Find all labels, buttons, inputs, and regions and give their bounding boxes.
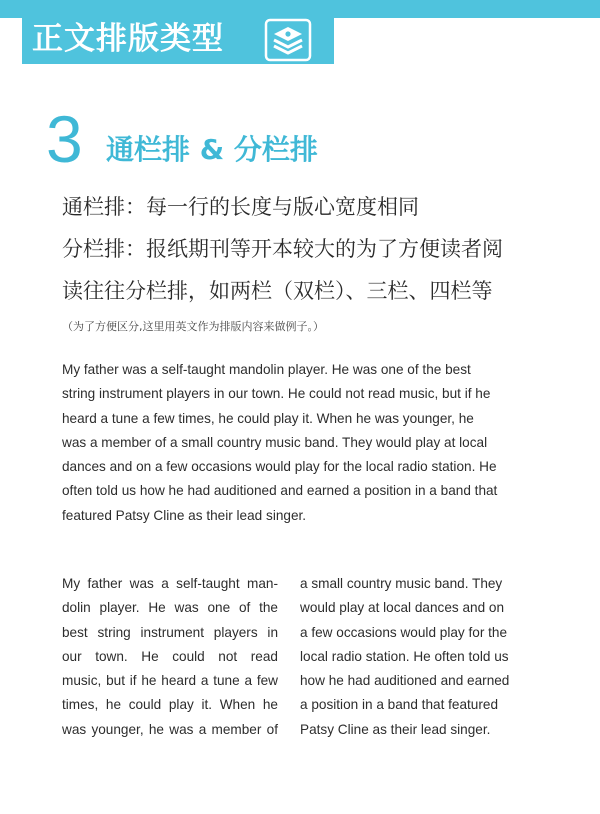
text-line: often told us how he had auditioned and earned a position in a band that (62, 483, 498, 499)
stacked-layers-icon (264, 18, 312, 62)
text-line: Patsy Cline as their lead singer. (300, 721, 491, 737)
section-title: 通栏排 & 分栏排 (106, 133, 318, 166)
text-line: featured Patsy Cline as their lead singer. (62, 507, 307, 523)
text-line: dances and on a few occasions would play for the local radio station. He (62, 459, 497, 475)
text-line: a small country music band. They (300, 576, 503, 591)
text-line: My father was a self-taught man- (62, 576, 278, 591)
text-line: music, but if he heard a tune a few (62, 673, 278, 689)
page-title: 正文排版类型 (32, 21, 224, 57)
text-line: a few occasions would play for the (300, 624, 508, 640)
text-line: times, he could play it. When he (62, 697, 278, 713)
text-line: how he had auditioned and earned (300, 673, 510, 689)
text-line: was younger, he was a member of (62, 721, 278, 737)
definition-full-width: 通栏排：每一行的长度与版心宽度相同 (62, 195, 419, 219)
text-line: string instrument players in our town. He could not read music, but if he (62, 386, 491, 402)
text-line: heard a tune a few times, he could play it. When he was younger, he (62, 410, 474, 426)
text-line: local radio station. He often told us (300, 648, 509, 664)
definition-multi-column: 分栏排：报纸期刊等开本较大的为了方便读者阅 (62, 237, 503, 261)
text-line: our town. He could not read (62, 648, 278, 664)
text-line: a position in a band that featured (300, 697, 499, 713)
text-line: dolin player. He was one of the (62, 600, 278, 616)
text-line: best string instrument players in (62, 624, 278, 640)
text-line: was a member of a small country music band. They would play at local (62, 434, 488, 450)
definition-multi-column-cont: 读往往分栏排，如两栏（双栏）、三栏、四栏等 (62, 279, 493, 303)
example-note: （为了方便区分,这里用英文作为排版内容来做例子。） (62, 320, 324, 333)
text-line: My father was a self-taught mandolin player. He was one of the best (62, 362, 471, 377)
right-column-paragraph (300, 572, 516, 742)
full-width-paragraph (62, 358, 532, 528)
text-line: would play at local dances and on (300, 600, 505, 616)
section-number: 3 (46, 102, 83, 176)
left-column-paragraph (62, 572, 278, 742)
